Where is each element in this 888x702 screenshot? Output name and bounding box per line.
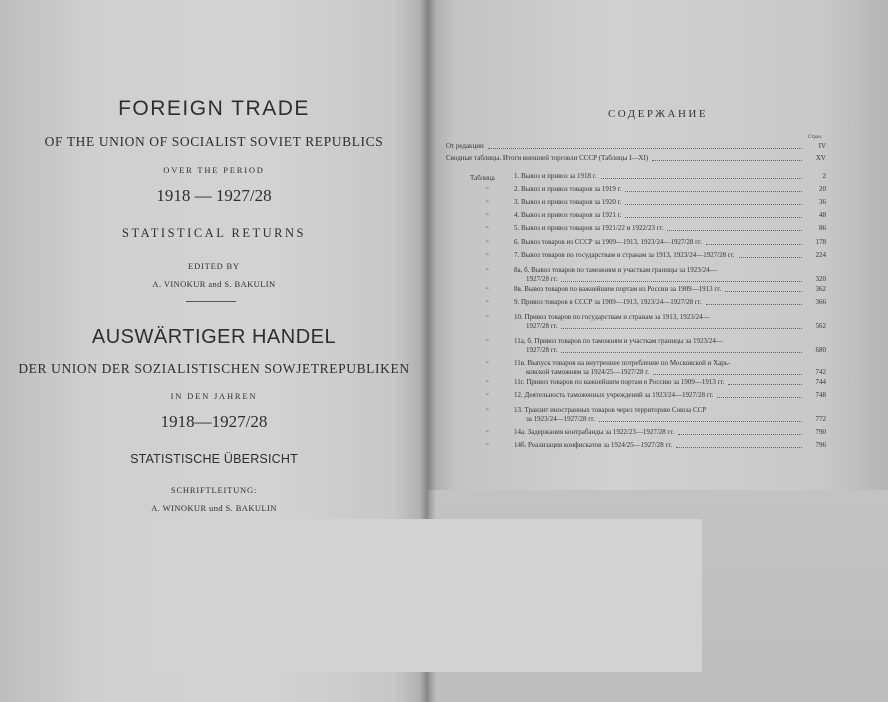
editors-german: A. WINOKUR und S. BAKULIN bbox=[151, 503, 277, 513]
leader-dots bbox=[561, 328, 802, 329]
contents-entry-page: 680 bbox=[815, 346, 826, 354]
contents-entry-label-continued: 1927/28 гг. bbox=[526, 322, 558, 330]
contents-entry-page: XV bbox=[815, 154, 826, 162]
ditto-mark: „ bbox=[486, 312, 489, 318]
ditto-mark: „ bbox=[486, 427, 489, 433]
contents-entry-label: 10. Привоз товаров по государствам и странам за 1913, 1923/24— bbox=[514, 313, 710, 321]
contents-entry-page: 2 bbox=[822, 172, 826, 180]
contents-entry-label: От редакции bbox=[446, 142, 484, 150]
leader-dots bbox=[667, 230, 802, 231]
contents-entry-label: 7. Вывоз товаров по государствам и странам за 1913, 1923/24—1927/28 гг. bbox=[514, 251, 735, 259]
page-column-header: Стран. bbox=[808, 135, 823, 140]
title-english: FOREIGN TRADE bbox=[118, 97, 310, 120]
ditto-mark: „ bbox=[486, 405, 489, 411]
period-label-english: OVER THE PERIOD bbox=[163, 165, 265, 175]
leader-dots bbox=[676, 447, 802, 448]
redacted-block bbox=[154, 519, 702, 672]
leader-dots bbox=[561, 352, 802, 353]
years-german: 1918—1927/28 bbox=[160, 412, 268, 431]
leader-dots bbox=[599, 421, 802, 422]
leader-dots bbox=[625, 191, 802, 192]
ditto-mark: „ bbox=[486, 297, 489, 303]
contents-entry-label-continued: 1927/28 гг. bbox=[526, 275, 558, 283]
contents-entry-page: 224 bbox=[815, 251, 826, 259]
leader-dots bbox=[706, 244, 802, 245]
contents-entry-label: 13. Транзит иностранных товаров через территорию Союза ССР bbox=[514, 406, 707, 414]
contents-entry-page: 20 bbox=[819, 185, 826, 193]
contents-entry-page: 772 bbox=[815, 415, 826, 423]
leader-dots bbox=[652, 160, 802, 161]
ditto-mark: „ bbox=[486, 284, 489, 290]
contents-entry-label: 9. Привоз товаров в СССР за 1909—1913, 1923/24—1927/28 гг. bbox=[514, 298, 702, 306]
ditto-mark: „ bbox=[486, 250, 489, 256]
ditto-mark: „ bbox=[486, 197, 489, 203]
leader-dots bbox=[678, 434, 802, 435]
years-english: 1918 — 1927/28 bbox=[156, 186, 272, 205]
ditto-mark: „ bbox=[486, 440, 489, 446]
leader-dots bbox=[728, 384, 802, 385]
contents-entry-label: 3. Вывоз и привоз товаров за 1920 г. bbox=[514, 198, 622, 206]
contents-entry-page: 86 bbox=[819, 224, 826, 232]
contents-entry-label: 14б. Реализация конфискатов за 1924/25—1927/28 гг. bbox=[514, 441, 673, 449]
contents-entry-label-continued: ковской таможням за 1924/25—1927/28 г. bbox=[526, 368, 650, 376]
contents-entry-page: IV bbox=[818, 142, 826, 150]
contents-entry-page: 178 bbox=[815, 238, 826, 246]
leader-dots bbox=[601, 178, 802, 179]
ditto-mark: „ bbox=[486, 390, 489, 396]
contents-entry-page: 320 bbox=[815, 275, 826, 283]
leader-dots bbox=[739, 257, 802, 258]
contents-title: СОДЕРЖАНИЕ bbox=[607, 108, 709, 120]
subtitle-english: OF THE UNION OF SOCIALIST SOVIET REPUBLICS bbox=[44, 134, 384, 149]
leader-dots bbox=[488, 148, 802, 149]
contents-entry-label: 11в. Выпуск товаров на внутреннее потребление по Московской и Харь- bbox=[514, 359, 731, 367]
ditto-mark: „ bbox=[486, 210, 489, 216]
contents-entry-page: 790 bbox=[815, 428, 826, 436]
contents-entry-label: 2. Вывоз и привоз товаров за 1919 г. bbox=[514, 185, 622, 193]
edited-by-label: EDITED BY bbox=[188, 261, 240, 271]
contents-entry-page: 748 bbox=[815, 391, 826, 399]
contents-entry-label: 11а, б. Привоз товаров по таможням и участкам границы за 1923/24— bbox=[514, 337, 723, 345]
contents-entry-label: 11г. Привоз товаров по важнейшим портам в Россию за 1909—1913 гг. bbox=[514, 378, 725, 386]
contents-entry-page: 744 bbox=[815, 378, 826, 386]
contents-entry-label: 8а, б. Вывоз товаров по таможням и участкам границы за 1923/24— bbox=[514, 266, 717, 274]
period-label-german: IN DEN JAHREN bbox=[170, 391, 258, 401]
contents-entry-label: 14а. Задержания контрабанды за 1922/23—1927/28 гг. bbox=[514, 428, 675, 436]
contents-entry-label: 6. Вывоз товаров из СССР за 1909—1913, 1923/24—1927/28 гг. bbox=[514, 238, 702, 246]
contents-entry-page: 366 bbox=[815, 298, 826, 306]
leader-dots bbox=[625, 204, 802, 205]
contents-entry-label: 12. Деятельность таможенных учреждений за 1923/24—1927/28 гг. bbox=[514, 391, 714, 399]
ditto-mark: „ bbox=[486, 358, 489, 364]
ditto-mark: „ bbox=[486, 223, 489, 229]
leader-dots bbox=[653, 374, 802, 375]
contents-entry-label: 4. Вывоз и привоз товаров за 1921 г. bbox=[514, 211, 622, 219]
leader-dots bbox=[717, 397, 802, 398]
returns-german: STATISTISCHE ÜBERSICHT bbox=[130, 452, 298, 466]
contents-entry-page: 562 bbox=[815, 322, 826, 330]
returns-english: STATISTICAL RETURNS bbox=[122, 226, 306, 240]
schriftleitung-label: SCHRIFTLEITUNG: bbox=[170, 485, 258, 495]
contents-entry-page: 362 bbox=[815, 285, 826, 293]
editors-english: A. VINOKUR and S. BAKULIN bbox=[152, 279, 276, 289]
leader-dots bbox=[561, 281, 802, 282]
ditto-mark: „ bbox=[486, 377, 489, 383]
ditto-mark: „ bbox=[486, 265, 489, 271]
leader-dots bbox=[725, 291, 802, 292]
contents-entry-page: 48 bbox=[819, 211, 826, 219]
contents-entry-page: 742 bbox=[815, 368, 826, 376]
ditto-mark: „ bbox=[486, 184, 489, 190]
contents-entry-label: 1. Вывоз и привоз за 1918 г. bbox=[514, 172, 597, 180]
contents-entry-label: 8в. Вывоз товаров по важнейшим портам из России за 1909—1913 гг. bbox=[514, 285, 722, 293]
title-german: AUSWÄRTIGER HANDEL bbox=[91, 326, 337, 348]
divider-rule bbox=[186, 301, 236, 302]
subtitle-german: DER UNION DER SOZIALISTISCHEN SOWJETREPUBLIKEN bbox=[18, 361, 410, 376]
ditto-mark: „ bbox=[486, 237, 489, 243]
contents-entry-label-continued: 1927/28 гг. bbox=[526, 346, 558, 354]
contents-entry-page: 796 bbox=[815, 441, 826, 449]
leader-dots bbox=[625, 217, 802, 218]
ditto-mark: „ bbox=[486, 336, 489, 342]
contents-entry-label: Сводные таблицы. Итоги внешней торговли СССР (Таблицы I—XI) bbox=[446, 154, 649, 162]
leader-dots bbox=[706, 304, 802, 305]
table-label: Таблица bbox=[470, 174, 495, 182]
contents-entry-label-continued: за 1923/24—1927/28 гг. bbox=[526, 415, 595, 423]
contents-entry-page: 36 bbox=[819, 198, 826, 206]
contents-entry-label: 5. Вывоз и привоз товаров за 1921/22 и 1922/23 гг. bbox=[514, 224, 664, 232]
